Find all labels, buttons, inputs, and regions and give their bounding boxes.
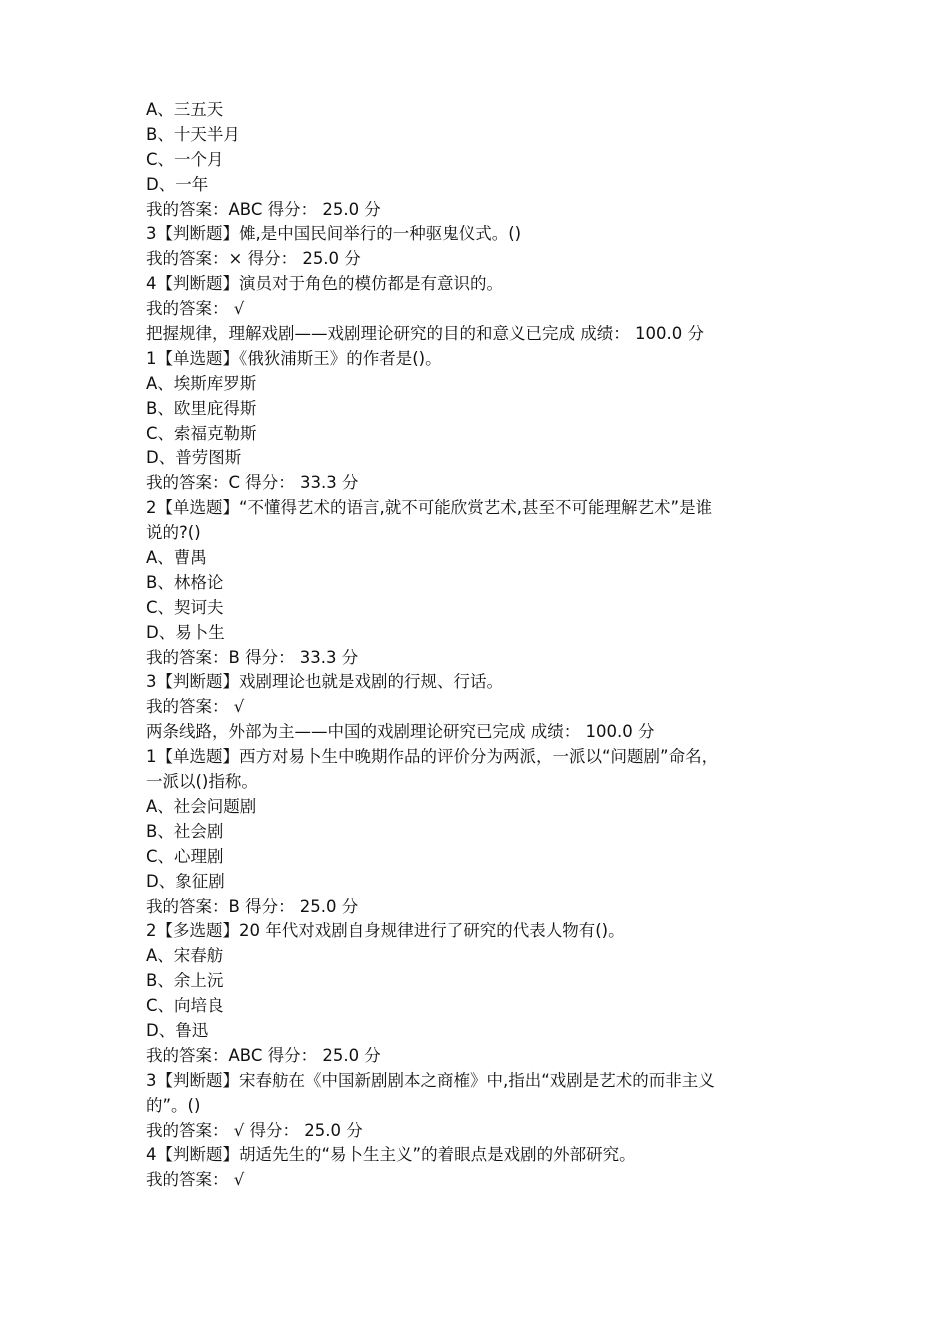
answer-line: 我的答案：× 得分： 25.0 分 [146, 249, 361, 269]
option-line: C、心理剧 [146, 846, 224, 866]
answer-line: 我的答案：ABC 得分： 25.0 分 [146, 1045, 381, 1065]
option-line: A、三五天 [146, 100, 224, 119]
option-line: A、埃斯库罗斯 [146, 373, 257, 393]
answer-line: 我的答案：B 得分： 33.3 分 [146, 647, 359, 667]
option-line: A、社会问题剧 [146, 796, 257, 816]
document-page [146, 98, 826, 1193]
option-line: A、宋春舫 [146, 946, 224, 966]
question-line: 1【单选题】西方对易卜生中晚期作品的评价分为两派，一派以“问题剧”命名， [146, 747, 719, 767]
answer-line: 我的答案：B 得分： 25.0 分 [146, 896, 359, 916]
option-line: B、社会剧 [146, 821, 224, 841]
option-line: D、易卜生 [146, 622, 225, 642]
answer-line: 我的答案： √ [146, 697, 245, 717]
option-line: D、一年 [146, 174, 209, 194]
option-line: C、契诃夫 [146, 597, 224, 617]
answer-line: 我的答案： √ [146, 1170, 245, 1190]
option-line: C、一个月 [146, 149, 224, 169]
section-heading: 两条线路，外部为主——中国的戏剧理论研究已完成 成绩： 100.0 分 [146, 722, 655, 742]
question-line-continued: 一派以()指称。 [146, 772, 258, 792]
question-line: 4【判断题】胡适先生的“易卜生主义”的着眼点是戏剧的外部研究。 [146, 1145, 636, 1165]
question-line: 2【多选题】20 年代对戏剧自身规律进行了研究的代表人物有()。 [146, 921, 625, 941]
question-line: 4【判断题】演员对于角色的模仿都是有意识的。 [146, 274, 503, 294]
question-line: 2【单选题】“不懂得艺术的语言,就不可能欣赏艺术,甚至不可能理解艺术”是谁 [146, 498, 713, 518]
question-line: 3【判断题】宋春舫在《中国新剧剧本之商榷》中,指出“戏剧是艺术的而非主义 [146, 1070, 715, 1090]
answer-line: 我的答案： √ 得分： 25.0 分 [146, 1120, 363, 1140]
question-line: 3【判断题】傩,是中国民间举行的一种驱鬼仪式。() [146, 224, 522, 244]
question-line: 3【判断题】戏剧理论也就是戏剧的行规、行话。 [146, 672, 503, 692]
section-heading: 把握规律，理解戏剧——戏剧理论研究的目的和意义已完成 成绩： 100.0 分 [146, 324, 704, 344]
option-line: C、索福克勒斯 [146, 423, 257, 443]
answer-line: 我的答案： √ [146, 299, 245, 319]
option-line: B、欧里庇得斯 [146, 398, 257, 418]
option-line: D、鲁迅 [146, 1020, 209, 1040]
option-line: C、向培良 [146, 996, 224, 1016]
option-line: B、余上沅 [146, 971, 224, 991]
option-line: D、象征剧 [146, 871, 225, 891]
option-line: B、十天半月 [146, 124, 240, 144]
answer-line: 我的答案：ABC 得分： 25.0 分 [146, 199, 381, 219]
option-line: B、林格论 [146, 572, 224, 592]
question-line: 1【单选题】《俄狄浦斯王》的作者是()。 [146, 348, 442, 368]
option-line: D、普劳图斯 [146, 448, 242, 468]
answer-line: 我的答案：C 得分： 33.3 分 [146, 473, 359, 493]
option-line: A、曹禺 [146, 548, 207, 568]
question-line-continued: 的”。() [146, 1095, 201, 1115]
question-line-continued: 说的?() [146, 523, 201, 543]
